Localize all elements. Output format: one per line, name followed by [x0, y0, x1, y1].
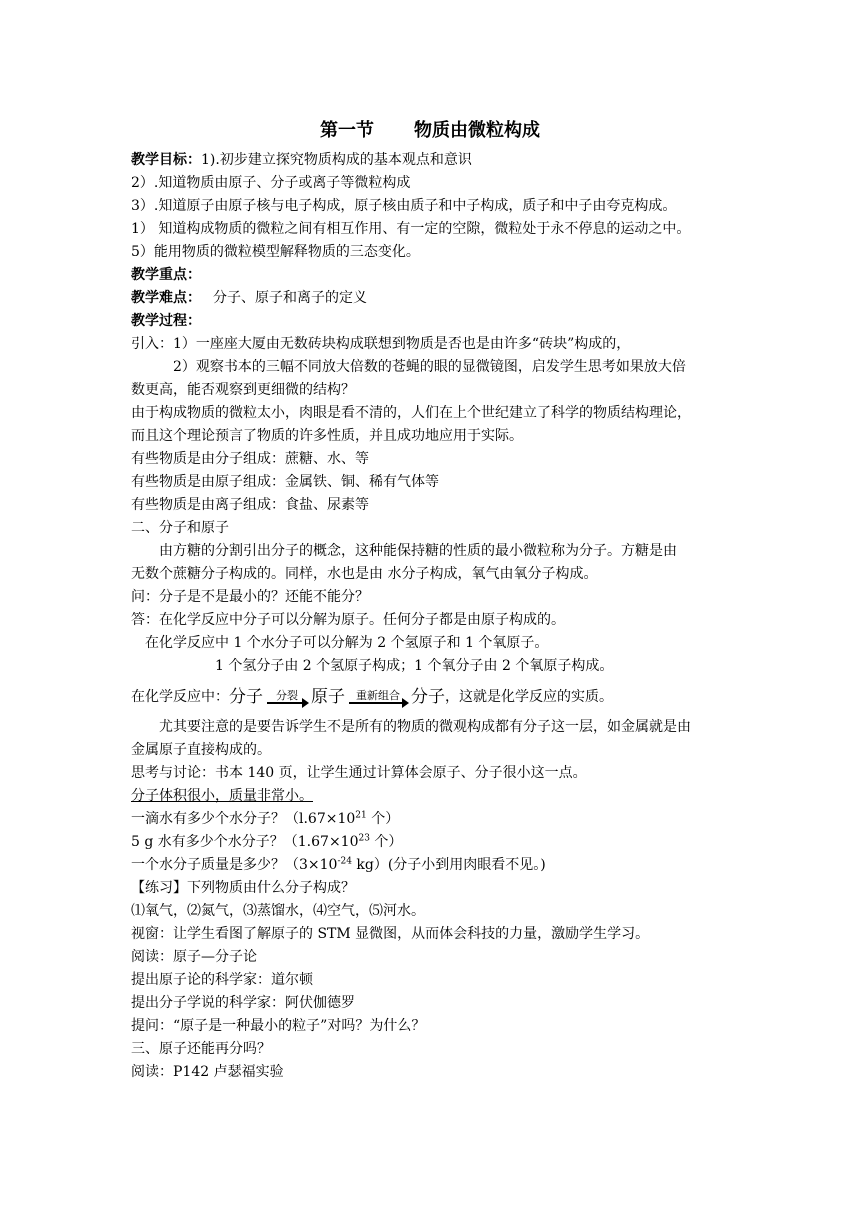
reading-line-2: 提出原子论的科学家：道尔顿 [131, 972, 313, 988]
key-point-label: 教学重点： [131, 267, 201, 283]
question-2-exponent: 23 [358, 833, 370, 844]
exercise-heading: 【练习】下列物质由什么分子构成？ [131, 880, 355, 896]
split-arrow [267, 690, 307, 704]
recombine-arrow-label: 重新组合 [356, 689, 400, 702]
reaction-molecule-start: 分子 [229, 687, 263, 707]
goal-2: 2）.知道物质由原子、分子或离子等微粒构成 [131, 175, 411, 191]
intro-line-7: 有些物质是由原子组成：金属铁、铜、稀有气体等 [131, 474, 439, 490]
recombine-arrow [349, 690, 407, 704]
title-section-number: 第一节 [320, 120, 374, 141]
window-line: 视窗：让学生看图了解原子的 STM 显微图，从而体会科技的力量，激励学生学习。 [131, 926, 650, 942]
goal-4: 1） 知道构成物质的微粒之间有相互作用、有一定的空隙，微粒处于永不停息的运动之中。 [131, 221, 691, 237]
intro-line-2: 2）观察书本的三幅不同放大倍数的苍蝇的眼的显微镜图，启发学生思考如果放大倍 [173, 359, 686, 375]
exercise-items: ⑴氧气，⑵氮气，⑶蒸馏水，⑷空气，⑸河水。 [131, 903, 425, 919]
section-2-line-5: 在化学反应中 1 个水分子可以分解为 2 个氢原子和 1 个氧原子。 [145, 635, 549, 651]
note-line-2: 金属原子直接构成的。 [131, 742, 271, 758]
section-2-line-2: 无数个蔗糖分子构成的。同样，水也是由 水分子构成，氧气由氧分子构成。 [131, 566, 598, 582]
question-2-text: 5 g 水有多少个水分子？（1.67×10 [131, 834, 359, 850]
difficulty-label: 教学难点： [131, 290, 201, 306]
goal-5: 5）能用物质的微粒模型解释物质的三态变化。 [131, 244, 420, 260]
note-line-1: 尤其要注意的是要告诉学生不是所有的物质的微观构成都有分子这一层，如金属就是由 [159, 719, 691, 735]
section-2-line-1: 由方糖的分割引出分子的概念，这种能保持糖的性质的最小微粒称为分子。方糖是由 [159, 543, 677, 559]
question-2-unit: 个） [369, 834, 403, 850]
goal-1: 1).初步建立探究物质构成的基本观点和意识 [201, 152, 472, 168]
question-3-exponent: -24 [337, 856, 352, 867]
reaction-prefix: 在化学反应中： [131, 689, 229, 705]
discussion-conclusion: 分子体积很小，质量非常小。 [131, 788, 313, 804]
process-label: 教学过程： [131, 313, 201, 329]
split-arrow-label: 分裂 [276, 689, 298, 702]
reading-line-1: 阅读：原子—分子论 [131, 949, 257, 965]
intro-line-8: 有些物质是由离子组成：食盐、尿素等 [131, 497, 369, 513]
section-2-question: 问：分子是不是最小的？还能不能分？ [131, 589, 369, 605]
reaction-atom: 原子 [311, 687, 345, 707]
section-3-heading: 三、原子还能再分吗？ [131, 1041, 271, 1057]
intro-line-6: 有些物质是由分子组成：蔗糖、水、等 [131, 451, 369, 467]
reading-line-3: 提出分子学说的科学家：阿伏伽德罗 [131, 995, 355, 1011]
intro-line-3: 数更高，能否观察到更细微的结构？ [131, 382, 355, 398]
reaction-line [131, 680, 613, 714]
intro-line-1: 引入：1）一座座大厦由无数砖块构成联想到物质是否也是由许多“砖块”构成的， [131, 336, 631, 352]
difficulty-line [131, 287, 367, 309]
section-2-heading: 二、分子和原子 [131, 520, 229, 536]
section-3-reading: 阅读：P142 卢瑟福实验 [131, 1064, 284, 1080]
question-molecule-mass [131, 854, 546, 876]
page-title [0, 116, 860, 142]
question-1-unit: 个） [366, 811, 400, 827]
question-3-unit: kg）(分子小到用肉眼看不见。) [351, 857, 546, 873]
intro-line-4: 由于构成物质的微粒太小，肉眼是看不清的，人们在上个世纪建立了科学的物质结构理论， [131, 405, 691, 421]
difficulty-text: 分子、原子和离子的定义 [213, 290, 367, 306]
reaction-suffix: ，这就是化学反应的实质。 [445, 689, 613, 705]
intro-line-5: 而且这个理论预言了物质的许多性质，并且成功地应用于实际。 [131, 428, 523, 444]
question-drop-of-water [131, 808, 399, 830]
title-text: 物质由微粒构成 [414, 120, 540, 141]
question-1-exponent: 21 [355, 810, 367, 821]
question-1-text: 一滴水有多少个水分子？（l.67×10 [131, 811, 356, 827]
reaction-molecule-end: 分子 [411, 687, 445, 707]
goals-line-1 [131, 149, 472, 171]
question-3-text: 一个水分子质量是多少？（3×10 [131, 857, 338, 873]
section-2-answer: 答：在化学反应中分子可以分解为原子。任何分子都是由原子构成的。 [131, 612, 565, 628]
section-2-line-6: 1 个氢分子由 2 个氢原子构成；1 个氧分子由 2 个氧原子构成。 [215, 658, 614, 674]
reading-question: 提问：“原子是一种最小的粒子”对吗？为什么？ [131, 1018, 426, 1034]
question-5g-water [131, 831, 402, 853]
goal-3: 3）.知道原子由原子核与电子构成，原子核由质子和中子构成，质子和中子由夸克构成。 [131, 198, 677, 214]
goals-label: 教学目标： [131, 152, 201, 168]
discussion-line: 思考与讨论：书本 140 页，让学生通过计算体会原子、分子很小这一点。 [131, 765, 587, 781]
